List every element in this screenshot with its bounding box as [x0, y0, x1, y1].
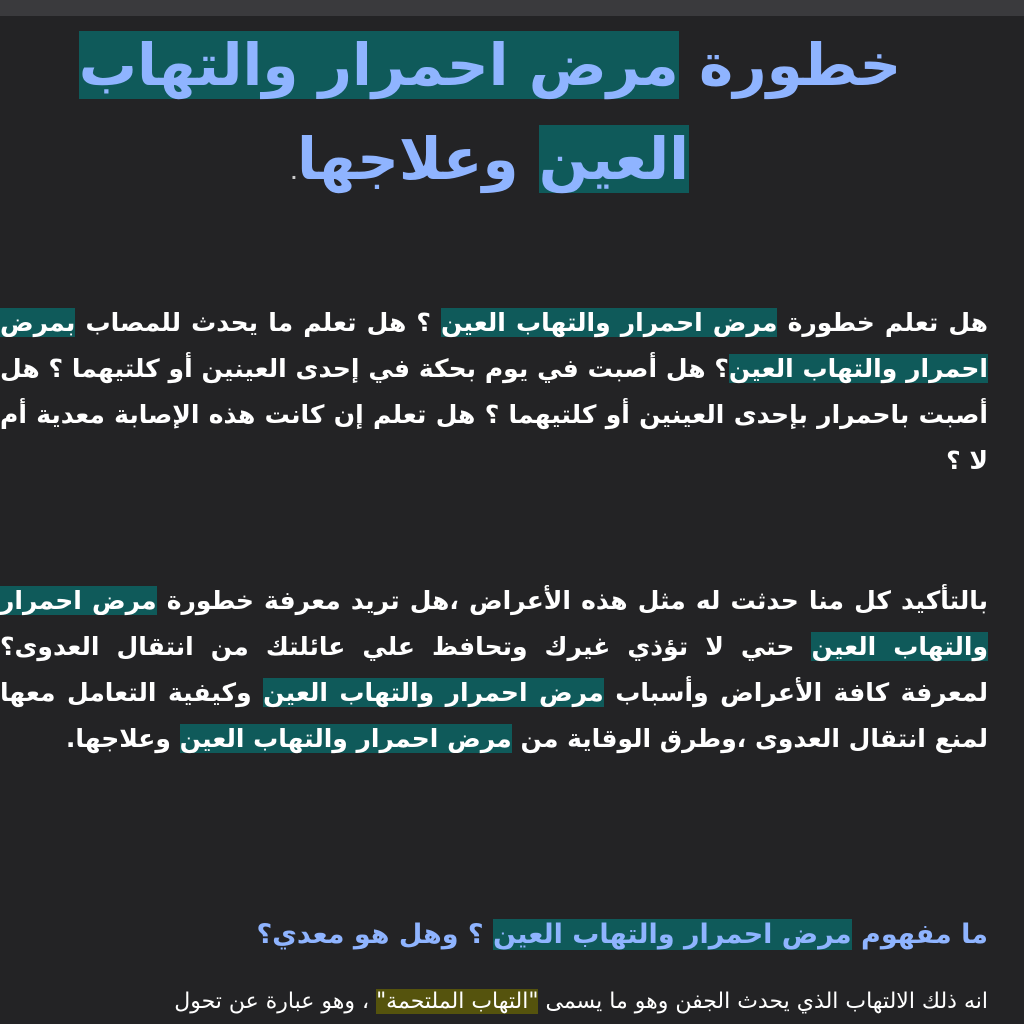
- heading-highlight: مرض احمرار والتهاب العين: [492, 919, 852, 950]
- last-text-start: انه ذلك الالتهاب الذي يحدث الجفن وهو ما يسمى: [538, 989, 988, 1014]
- last-highlight: "التهاب الملتحمة": [376, 989, 539, 1014]
- p1-highlight: مرض احمرار والتهاب العين: [441, 308, 778, 337]
- section-heading: [40, 912, 988, 958]
- p2-highlight: مرض احمرار والتهاب العين: [0, 586, 988, 661]
- top-bar: [0, 0, 1024, 16]
- title-text-start: خطورة: [678, 31, 902, 99]
- p1-seg: هل تعلم خطورة: [777, 308, 988, 337]
- page-title: [60, 18, 920, 221]
- heading-text-end: ؟ وهل هو معدي؟: [256, 919, 493, 950]
- heading-text-start: ما مفهوم: [851, 919, 988, 950]
- p2-seg: وعلاجها.: [65, 724, 180, 753]
- intro-paragraph: [0, 300, 988, 484]
- second-paragraph: [0, 578, 988, 762]
- p1-seg: ؟ هل أصبت في يوم بحكة في إحدى العينين أو كلتيهما ؟ هل أصبت باحمرار بإحدى العينين أو كلتيهما ؟ هل تعلم إن كانت هذه الإصابة معدية أم لا ؟: [0, 354, 988, 475]
- title-dot: .: [290, 164, 297, 183]
- p2-seg: وكيفية التعامل معها لمنع انتقال العدوى ،وطرق الوقاية من: [0, 678, 988, 753]
- title-highlight-1: مرض احمرار والتهاب: [78, 31, 679, 99]
- p2-highlight: مرض احمرار والتهاب العين: [179, 724, 512, 753]
- p1-highlight: بمرض احمرار والتهاب العين: [0, 308, 988, 383]
- p1-seg: ؟ هل تعلم ما يحدث للمصاب: [75, 308, 442, 337]
- title-text-end: وعلاجها: [297, 125, 539, 193]
- p2-seg: حتي لا تؤذي غيرك وتحافظ علي عائلتك من انتقال العدوى؟ لمعرفة كافة الأعراض وأسباب: [0, 632, 988, 707]
- p2-seg: بالتأكيد كل منا حدثت له مثل هذه الأعراض ،هل تريد معرفة خطورة: [156, 586, 988, 615]
- p2-highlight: مرض احمرار والتهاب العين: [263, 678, 604, 707]
- section-body-line: [0, 982, 988, 1022]
- title-highlight-2: العين: [538, 125, 690, 193]
- last-text-end: ، وهو عبارة عن تحول: [174, 989, 377, 1014]
